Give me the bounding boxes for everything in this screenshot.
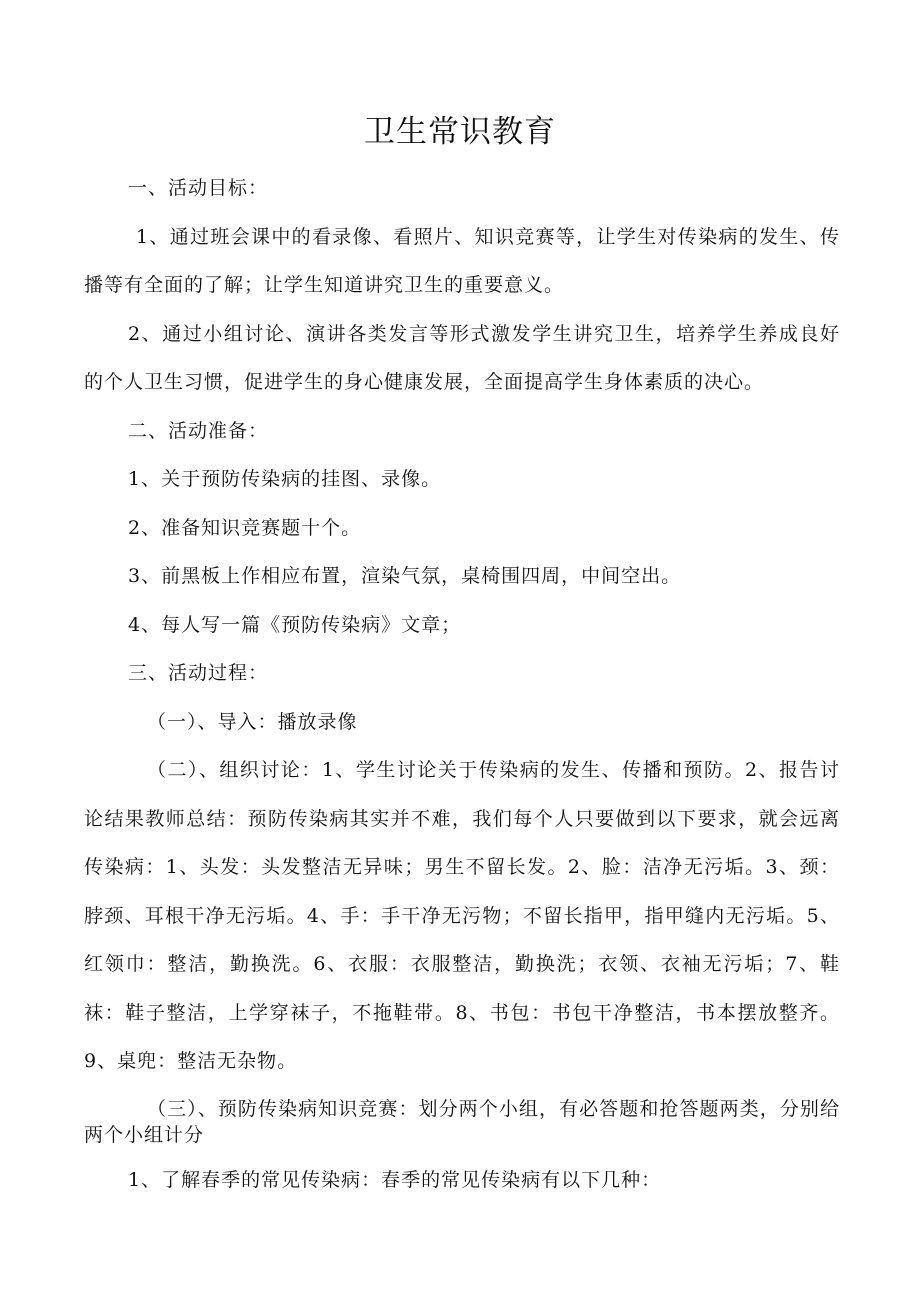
process-step-1: （一）、导入：播放录像 bbox=[147, 710, 358, 733]
preparation-item-3: 3、前黑板上作相应布置，渲染气氛，桌椅围四周，中间空出。 bbox=[128, 565, 682, 587]
section-heading-preparation: 二、活动准备： bbox=[128, 419, 269, 442]
goal-item-1: 1、通过班会课中的看录像、看照片、知识竞赛等，让学生对传染病的发生、传播等有全面的了解；让学生知道讲究卫生的重要意义。 bbox=[84, 225, 840, 296]
contest-item-1: 1、了解春季的常见传染病：春季的常见传染病有以下几种： bbox=[128, 1168, 662, 1191]
section-heading-process: 三、活动过程： bbox=[128, 662, 269, 684]
document-title: 卫生常识教育 bbox=[364, 114, 556, 150]
preparation-item-2: 2、准备知识竞赛题十个。 bbox=[128, 516, 362, 539]
preparation-item-4: 4、每人写一篇《预防传染病》文章； bbox=[128, 613, 462, 636]
section-heading-goals: 一、活动目标： bbox=[128, 177, 269, 199]
process-step-3: （三）、预防传染病知识竞赛：划分两个小组，有必答题和抢答题两类，分别给两个小组计分 bbox=[84, 1097, 840, 1146]
process-step-2: （二）、组织讨论：1、学生讨论关于传染病的发生、传播和预防。2、报告讨论结果教师总结：预防传染病其实并不难，我们每个人只要做到以下要求，就会远离传染病：1、头发：头发整洁无异味；男生不留长发。2、脸：洁净无污垢。3、颈：脖颈、耳根干净无污垢。4、手：手干净无污物；不留长指甲，指甲缝内无污垢。5、红领巾：整洁，勤换洗。6、衣服：衣服整洁，勤换洗；衣领、衣袖无污垢；7、鞋袜：鞋子整洁，上学穿袜子，不拖鞋带。8、书包：书包干净整洁，书本摆放整齐。9、桌兜：整洁无杂物。 bbox=[84, 759, 840, 1072]
document-body bbox=[84, 164, 840, 1204]
preparation-item-1: 1、关于预防传染病的挂图、录像。 bbox=[128, 468, 442, 490]
goal-item-2: 2、通过小组讨论、演讲各类发言等形式激发学生讲究卫生，培养学生养成良好的个人卫生习惯，促进学生的身心健康发展，全面提高学生身体素质的决心。 bbox=[84, 322, 840, 393]
